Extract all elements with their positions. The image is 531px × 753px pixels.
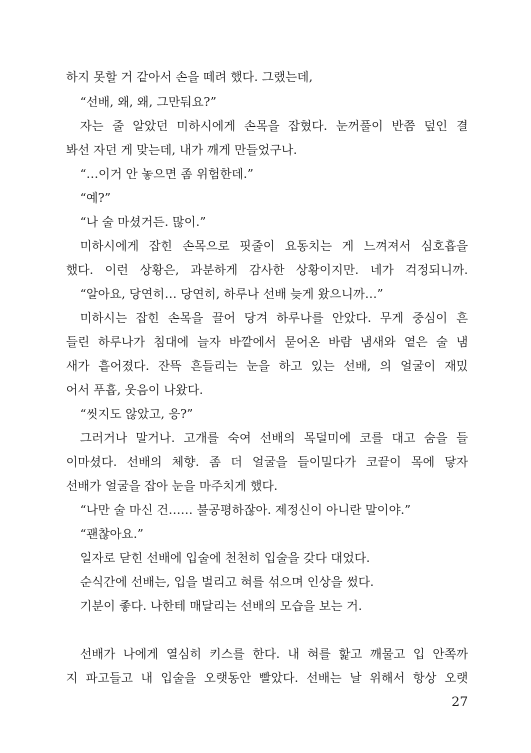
page-number: 27 [451,695,468,710]
text-line: “…이거 안 놓으면 좀 위험한데.” [80,167,254,181]
text-line: 지 파고들고 내 입술을 오랫동안 빨았다. 선배는 날 위해서 항상 오랫 [66,671,468,685]
text-line: 선배가 얼굴을 잡아 눈을 마주치게 했다. [66,479,278,493]
text-line: 미하시에게 잡힌 손목으로 핏줄이 요동치는 게 느껴져서 심호흡을 [80,239,468,253]
text-line: “괜찮아요.” [80,527,144,541]
text-line: 어서 푸흡, 웃음이 나왔다. [66,383,204,397]
text-line: 순식간에 선배는, 입을 벌리고 혀를 섞으며 인상을 썼다. [80,575,374,589]
text-line: 자는 줄 알았던 미하시에게 손목을 잡혔다. 눈꺼풀이 반쯤 덮인 결 [80,119,468,133]
text-line: 들린 하루나가 침대에 늘자 바깥에서 묻어온 바람 냄새와 옅은 술 냄 [66,335,468,349]
text-line: “알아요, 당연히… 당연히, 하루나 선배 늦게 왔으니까…” [80,287,384,301]
text-line: 일자로 닫힌 선배에 입술에 천천히 입술을 갖다 대었다. [80,551,371,565]
text-line: “씻지도 않았고, 응?” [80,407,194,421]
text-line: 했다. 이런 상황은, 과분하게 감사한 상황이지만. 네가 걱정되니까. [66,263,468,277]
text-line: 하지 못할 거 같아서 손을 떼려 했다. 그랬는데, [66,70,313,84]
text-line: 새가 흩어졌다. 잔뜩 흔들리는 눈을 하고 있는 선배, 의 얼굴이 재밌 [66,359,468,373]
text-line: 선배가 나에게 열심히 키스를 한다. 내 혀를 핥고 깨물고 입 안쪽까 [80,647,468,661]
text-line: 이마셨다. 선배의 체향. 좀 더 얼굴을 들이밀다가 코끝이 목에 닿자 [66,455,468,469]
text-line: 봐선 자던 게 맞는데, 내가 깨게 만들었구나. [66,143,298,157]
text-line: 그러거나 말거나. 고개를 숙여 선배의 목덜미에 코를 대고 숨을 들 [80,431,468,445]
text-line: 미하시는 잡힌 손목을 끌어 당겨 하루나를 안았다. 무게 중심이 흔 [80,311,468,325]
text-line: “예?” [80,191,111,205]
text-line: 기분이 좋다. 나한테 매달리는 선배의 모습을 보는 거. [80,599,363,613]
text-line: “나 술 마셨거든. 많이.” [80,215,207,229]
text-line: “선배, 왜, 왜, 그만둬요?” [80,95,217,109]
text-line: “나만 술 마신 건…… 불공평하잖아. 제정신이 아니란 말이야.” [80,503,411,517]
